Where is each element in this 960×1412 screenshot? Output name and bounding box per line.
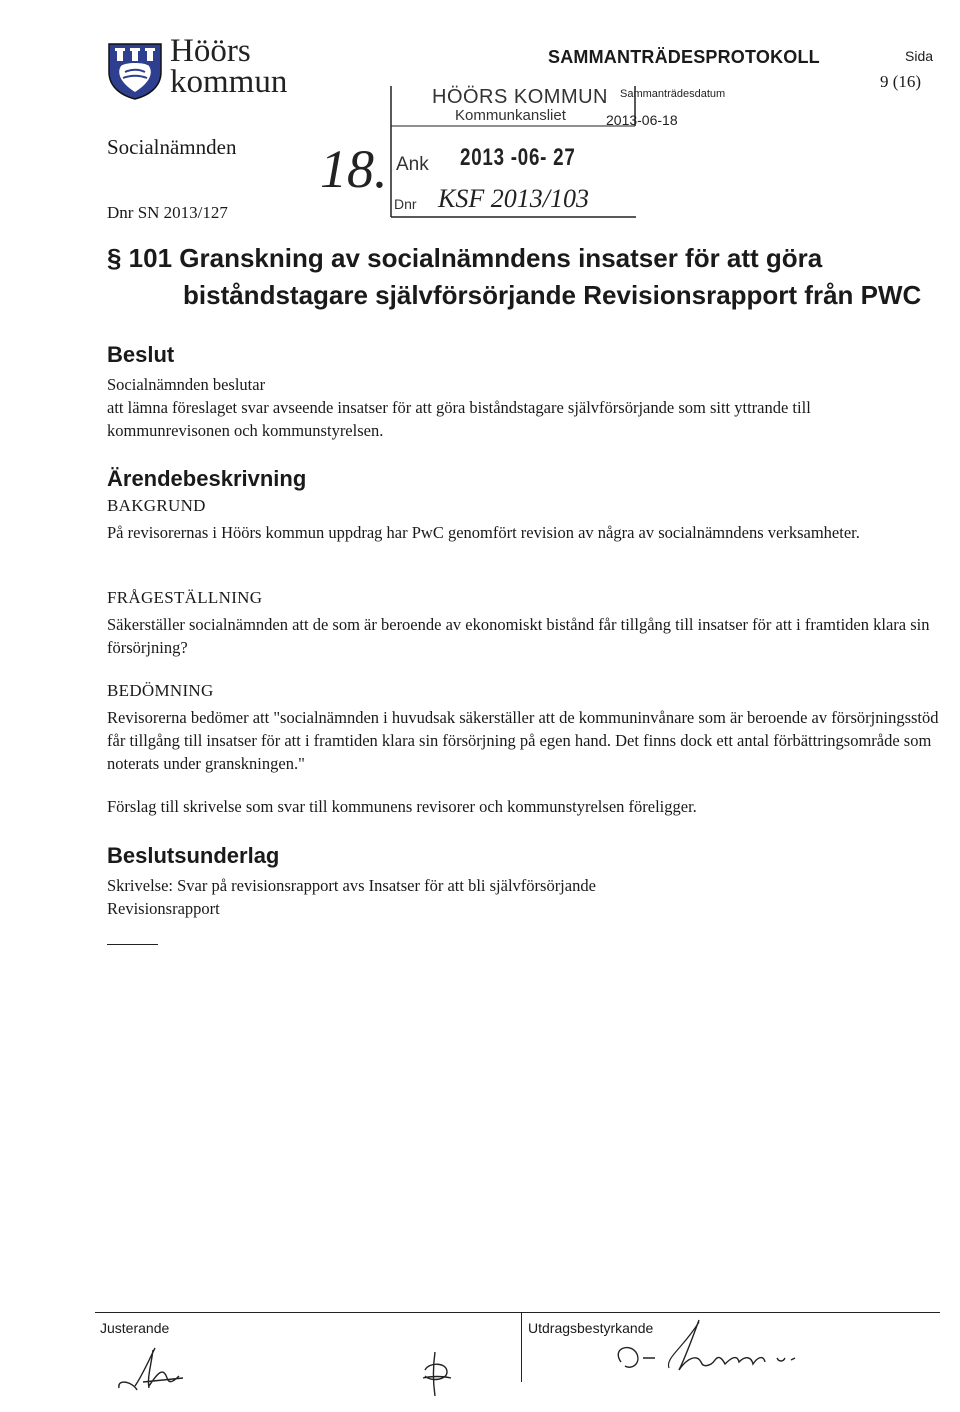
background-text: På revisorernas i Höörs kommun uppdrag har PwC genomfört revision av några av socialnämndens verksamheter. <box>107 523 860 542</box>
section-title-line-2: biståndstagare självförsörjande Revisionsrapport från PWC <box>183 280 922 310</box>
question-text: Säkerställer socialnämnden att de som är beroende av ekonomiskt bistånd får tillgång till insatser för att i framtiden klara sin försörjning? <box>107 615 930 657</box>
adjuster-signature-2 <box>417 1348 457 1400</box>
page-label: Sida <box>905 48 934 64</box>
municipality-crest-icon <box>107 42 163 100</box>
assessment-text: Revisorerna bedömer att "socialnämnden i huvudsak säkerställer att de kommuninvånare som är beroende av försörjningsstöd får tillgång till insatser för att i framtiden klara sin försörjning på egen hand. Det finns dock ett antal förbättringsområde som noterats under granskningen." <box>107 708 939 773</box>
case-description-heading: Ärendebeskrivning <box>107 466 307 491</box>
meeting-date: 2013-06-18 <box>606 112 678 128</box>
footer-column-divider <box>521 1312 522 1382</box>
stamp-received-date: 2013 -06- 27 <box>460 144 576 171</box>
proposal-text: Förslag till skrivelse som svar till kommunens revisorer och kommunstyrelsen föreligger. <box>107 797 697 816</box>
stamp-organization: HÖÖRS KOMMUN <box>432 86 608 108</box>
municipality-logo-text <box>170 33 288 100</box>
stamp-received-label: Ank <box>396 154 429 175</box>
decision-text: att lämna föreslaget svar avseende insatser för att göra biståndstagare självförsörjande som sitt yttrande till kommunrevisonen och kommunstyrelsen. <box>107 398 811 440</box>
document-type: SAMMANTRÄDESPROTOKOLL <box>548 47 820 67</box>
end-of-section-rule <box>107 944 158 945</box>
decision-basis-item: Revisionsrapport <box>107 899 220 918</box>
assessment-heading: BEDÖMNING <box>107 681 214 700</box>
stamp-dnr-label: Dnr <box>394 196 417 212</box>
handwritten-number: 18. <box>320 139 388 199</box>
decision-basis-heading: Beslutsunderlag <box>107 843 280 868</box>
adjuster-label: Justerande <box>100 1320 170 1336</box>
decision-intro: Socialnämnden beslutar <box>107 375 266 394</box>
footer-divider-line <box>95 1312 940 1313</box>
extract-certifier-label: Utdragsbestyrkande <box>528 1320 654 1336</box>
stamp-department: Kommunkansliet <box>455 107 566 124</box>
logo-line-1: Höörs <box>170 33 251 69</box>
certifier-signature <box>607 1318 837 1388</box>
committee-name: Socialnämnden <box>107 135 237 159</box>
decision-heading: Beslut <box>107 342 175 367</box>
question-heading: FRÅGESTÄLLNING <box>107 588 263 607</box>
background-heading: BAKGRUND <box>107 496 206 515</box>
decision-basis-item: Skrivelse: Svar på revisionsrapport avs Insatser för att bli självförsörjande <box>107 876 596 895</box>
page-number: 9 (16) <box>880 72 922 91</box>
diary-number: Dnr SN 2013/127 <box>107 203 228 222</box>
adjuster-signature-1 <box>113 1338 203 1398</box>
stamp-handwritten-dnr: KSF 2013/103 <box>438 184 589 213</box>
logo-line-2: kommun <box>170 64 288 100</box>
meeting-date-label: Sammanträdesdatum <box>620 88 726 100</box>
section-title-line-1: § 101 Granskning av socialnämndens insatser för att göra <box>107 243 823 273</box>
